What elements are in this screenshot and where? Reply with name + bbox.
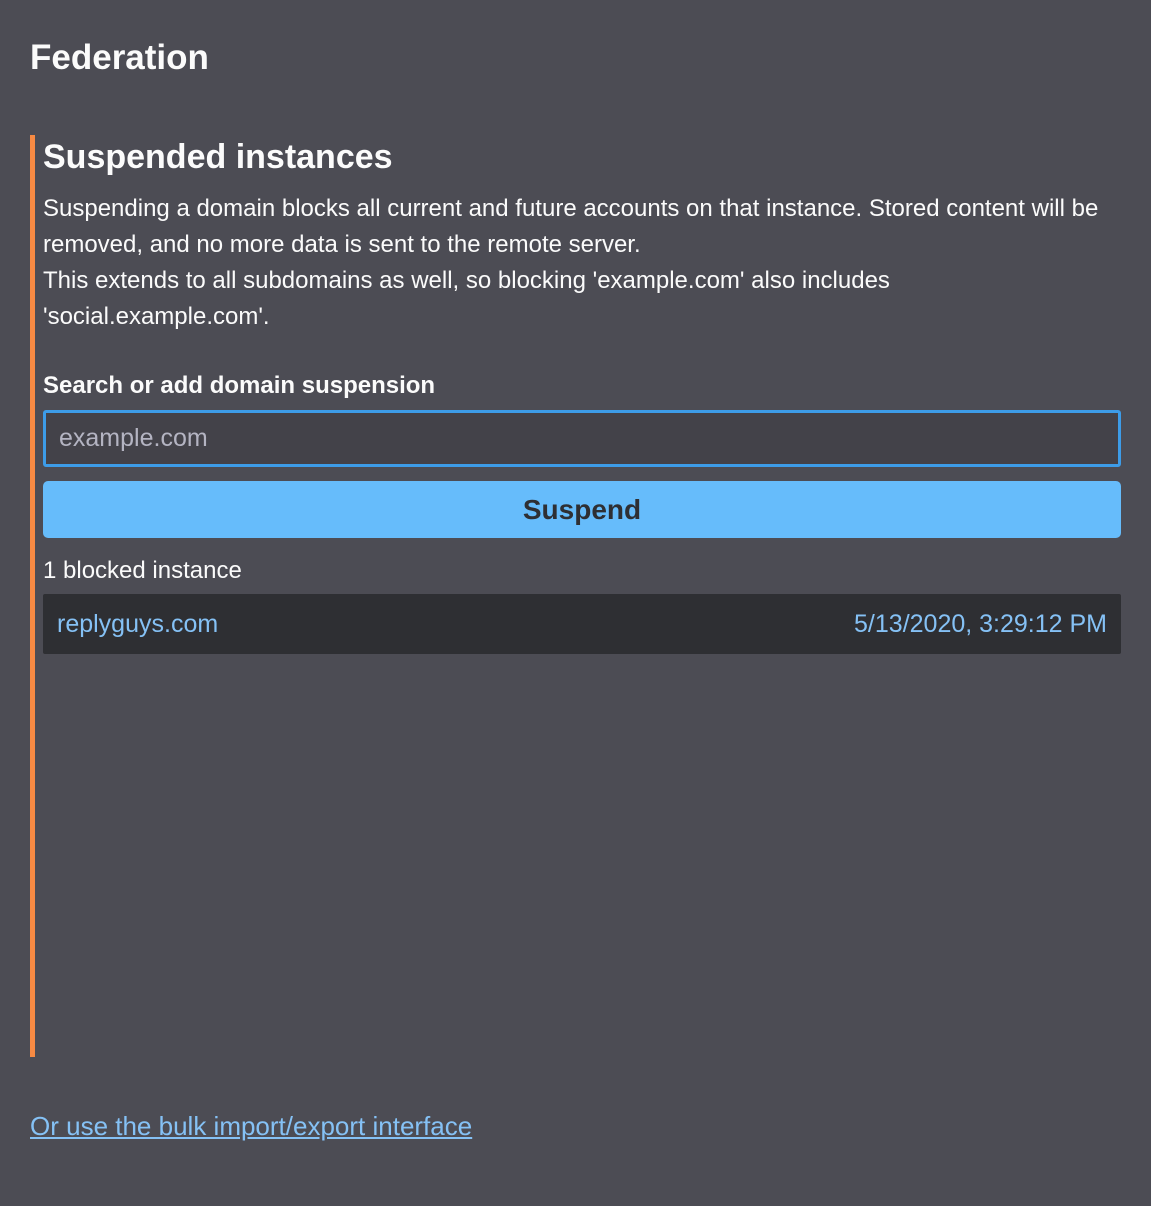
description-line-2: This extends to all subdomains as well, so blocking 'example.com' also includes 'social.example.com'.	[43, 267, 890, 330]
search-domain-input[interactable]	[43, 410, 1121, 467]
section-heading: Suspended instances	[43, 138, 393, 176]
section-description	[43, 191, 1121, 335]
blocked-instance-row[interactable]	[43, 594, 1121, 654]
blocked-domain: replyguys.com	[57, 609, 219, 638]
blocked-instance-count: 1 blocked instance	[43, 557, 242, 584]
search-domain-label: Search or add domain suspension	[43, 372, 436, 399]
bulk-import-export-link[interactable]: Or use the bulk import/export interface	[30, 1111, 473, 1141]
suspension-date: 5/13/2020, 3:29:12 PM	[854, 609, 1107, 638]
suspended-instances-section	[30, 135, 1121, 1057]
page-title: Federation	[30, 38, 209, 77]
suspend-button[interactable]: Suspend	[43, 481, 1121, 538]
description-line-1: Suspending a domain blocks all current and future accounts on that instance. Stored content will be removed, and no more data is sent to the remote server.	[43, 195, 1099, 258]
